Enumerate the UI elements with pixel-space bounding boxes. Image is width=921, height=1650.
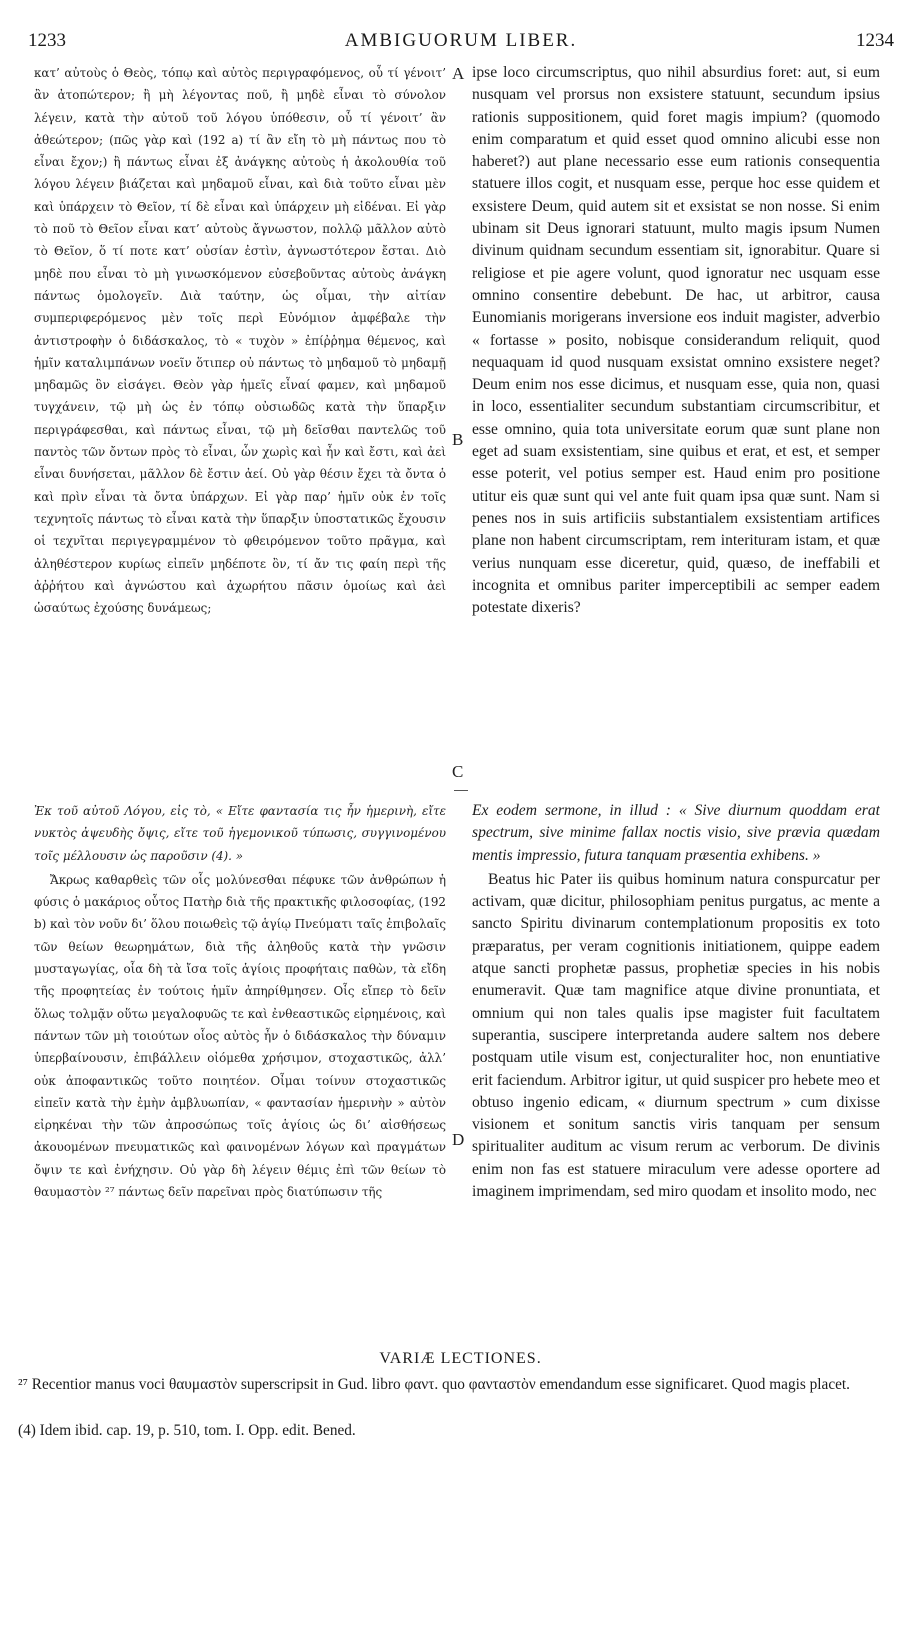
latin-section-heading: Ex eodem sermone, in illud : « Sive diurnum quoddam erat spectrum, sive minime fallax noctis visio, sive prævia quædam mentis impressio, futura tanquam præsentia exhibens. » (472, 802, 880, 864)
greek-paragraph: Ἄκρως καθαρθεὶς τῶν οἷς μολύνεσθαι πέφυκε τῶν ἀνθρώπων ἡ φύσις ὁ μακάριος οὗτος Πατὴρ διὰ τῆς πρακτικῆς φιλοσοφίας, (192 b) καὶ τὸν νοῦν δι’ ὅλου ποιωθεὶς τῷ ἁγίῳ Πνεύματι ταῖς ἐπιβολαῖς τῶν θείων θεωρημάτων, διὰ τῆς ἀληθοῦς κατὰ τὴν γνῶσιν μυσταγωγίας, οἷα δὴ τὰ ἴσα τοῖς ἁγίοις προφήταις παθὼν, τὰ εἴδη τῆς προφητείας ἐν τούτοις ἡμῖν ἀπηρίθμησεν. Οἷς εἴπερ τὸ δεῖν ὅλως τολμᾷν οὕτω μεγαλοφυῶς τε καὶ ἐνθεαστικῶς εἰρημένοις, καὶ πάντων τῶν μὴ τοιούτων οἷος αὐτὸς ἦν ὁ διδάσκαλος τὴν δύναμιν ὑπερβαίνουσιν, ἐπιβάλλειν οἰόμεθα χρήσιμον, στοχαστικῶς, ἀλλ’ οὐκ ἀποφαντικῶς τοῦτο ποιητέον. Οἶμαι τοίνυν στοχαστικῶς εἰπεῖν κατὰ τὴν ἐμὴν ἀμβλυωπίαν, « φαντασίαν ἡμερινὴν » αὐτὸν εἰρηκέναι τὴν τῶν ἀπροσώπως τοῖς ἁγίοις ὡς δι’ αἰσθήσεως ἀκουομένων πνευματικῶς καὶ φαινομένων λόγων καὶ πραγμάτων ὄψιν τε καὶ ἐνήχησιν. Οὐ γὰρ δὴ λέγειν θέμις ἐπὶ τῶν θείων τὸ θαυμαστὸν ²⁷ πάντως δεῖν παρεῖναι πρὸς διατύπωσιν τῆς (34, 872, 446, 1200)
greek-text-top (34, 62, 446, 784)
greek-text-bottom (34, 800, 446, 1650)
latin-paragraph: Beatus hic Pater iis quibus hominum natura conspurcatur per activam, quæ dicitur, philosophiam penitus purgatus, ac mente a sancto Spiritu divinarum contemplationum propositis ex toto præparatus, per veram cognitionis initiationem, quippe eadem atque sancti prophetæ passus, prophetiæ species in his nobis enumeravit. Quæ tam magnifice atque divine pronuntiata, et omnium qui non tales qualis ipse magister fuit facultatem superantia, suscipere interpretanda audere saltem nos debere postquam utile visum est, conjecturaliter hoc, non enuntiative erit faciendum. Arbitror igitur, ut quid suspicer pro hebete meo et obtuso ingenio edicam, « diurnum spectrum » cum dixisse visionem et sonitum sanctis viris tanquam per sensum spiritualiter auditum ac visum rerum ac verborum. De divinis enim non fas est statuere miraculum vere adesse oportere ad imaginem imprimendam, sed miro quodam et insolito modo, nec (472, 870, 880, 1201)
page-header (28, 30, 894, 54)
footnote: (4) Idem ibid. cap. 19, p. 510, tom. I. Opp. edit. Bened. (18, 1422, 356, 1439)
margin-letter-b: B (452, 430, 464, 449)
variant-reading-note: ²⁷ Recentior manus voci θαυμαστὸν superscripsit in Gud. libro φαντ. quo φανταστὸν emendandum esse significaret. Quod magis placet. (18, 1376, 850, 1393)
greek-section-heading: Ἐκ τοῦ αὐτοῦ Λόγου, εἰς τὸ, « Εἴτε φαντασία τις ἦν ἡμερινὴ, εἴτε νυκτὸς ἀψευδὴς ὄψις, εἴτε τοῦ ἡγεμονικοῦ τύπωσις, συγγινομένου τοῖς μέλλουσιν ὡς παροῦσιν (4). » (34, 804, 446, 863)
margin-letter-d: D (452, 1130, 465, 1149)
greek-paragraph: κατ’ αὐτοὺς ὁ Θεὸς, τόπῳ καὶ αὐτὸς περιγραφόμενος, οὗ τί γένοιτ’ ἂν ἀτοπώτερον; ἢ μὴ λέγοντας ποῦ, ἢ μηδὲ εἶναι τὸ σύνολον λέγειν, κατὰ τὴν αὐτοῦ τοῦ λόγου ὑπόθεσιν, οὗ τί γένοιτ’ ἂν ἀθεώτερον; (πῶς γὰρ καὶ (192 a) τί ἂν εἴη τὸ μὴ πάντως που τὸ εἶναι ἔχον;) ἢ πάντως εἶναι ἐξ ἀνάγκης αὐτοὺς ἡ ἀκολουθία τοῦ λόγου λέγειν βιάζεται καὶ μηδαμοῦ εἶναι, καὶ διὰ τοῦτο εἶναι μὲν καὶ ὑπάρχειν τὸ Θεῖον, τί δὲ εἶναι καὶ ὑπάρχειν μὴ εἰδέναι. Εἰ γὰρ τὸ ποῦ τὸ Θεῖον εἶναι κατ’ αὐτοὺς ἄγνωστον, πολλῷ μᾶλλον αὐτὸ τὸ Θεῖον, ὅ τί ποτε κατ’ οὐσίαν ἐστὶν, ἀγνωστότερον ἔσται. Διὸ μηδὲ που εἶναι τὸ μὴ γινωσκόμενον εὐσεβοῦντας αὐτοὺς ἀνάγκη πάντως ὁμολογεῖν. Διὰ ταύτην, ὡς οἶμαι, τὴν αἰτίαν συμπεριφερόμενος μὲν τοῖς περὶ Εὐνόμιον ἀμφέβαλε τὴν ἀντιστροφὴν ὁ διδάσκαλος, τὸ « τυχὸν » ἐπίῤῥημα θέμενος, καὶ ἡμῖν καταλιμπάνων νοεῖν ὅτιπερ οὐ πάντως τὸ μηδαμοῦ τὸ μηδαμῇ μηδαμῶς ὂν εἰσάγει. Θεὸν γὰρ ἡμεῖς εἶναί φαμεν, καὶ μηδαμοῦ τυγχάνειν, τῷ μὴ ὡς ἐν τόπῳ οὐσιωδῶς κατὰ τὴν ὕπαρξιν περιγράφεσθαι, καὶ πάντως εἶναι, τῷ μὴ δεῖσθαι παντελῶς τοῦ παντὸς τῶν ὄντων πρὸς τὸ εἶναι, ὧν χωρὶς καὶ ἦν καὶ ἔστι, καὶ ἀεὶ εἶναι δυνήσεται, μᾶλλον δὲ ἔστιν ἀεί. Οὐ γὰρ θέσιν ἔχει τὰ ὄντα ὁ καὶ πρὶν εἶναι τὰ ὄντα ὑπάρχων. Εἰ γὰρ παρ’ ἡμῖν οὐκ ἐν τοῖς τεχνητοῖς πάντως τὸ εἶναι κατὰ τὴν ὕπαρξιν ὑποστατικῶς ἔχουσιν οἱ τεχνῖται περιγεγραμμένον τὸ φθειρόμενον τοῦτο πρᾶγμα, καὶ ἀληθέστερον κυρίως εἰπεῖν μηδέποτε ὂν, τί ἄν τις φαίη περὶ τῆς ἀῤῥήτου καὶ ἀγνώστου καὶ ἀχωρήτου πᾶσιν ὁμοίως καὶ ἀεὶ ὡσαύτως ἐχούσης δυνάμεως; (34, 66, 446, 616)
margin-letter-c: C (452, 762, 464, 781)
latin-paragraph: ipse loco circumscriptus, quo nihil absurdius foret: aut, si eum nusquam vel prorsus non exsistere statuunt, secundum ipsius rationis suppositionem, quid foret magis impium? (quomodo enim comparatum et quid esset quod omnino alicubi esse non haberet?) aut plane necessario esse eum rationis consequentia statuere illos cogit, et nusquam esse, perque hoc esse quidem et exsistere Deum, quid autem sit et exsistat se non nosse. Si enim ubinam sit Deus ignorari statuunt, multo magis ipsum Numen divinum quidnam secundum essentiam sit, ignorabitur. Quare si religiose et pie agere volunt, quod ignoratur nec usquam esse omnino consentire debebunt. De hac, ut arbitror, causa Eunomianis morigerans inversione eos induit magister, adverbio « fortasse » posito, nobisque considerandum reliquit, quod nequaquam id quod nusquam exsistat omnino exsistere neget? Deum enim nos esse dicimus, et nusquam esse, quia non, quasi in loco, essentialiter secundum substantiam circumscribitur, et esse omnino, quia tota universitate eorum quæ sunt plane non eget ad suam exsistentiam, sine quibus et erat, et est, et semper esse poterit, vel potius semper est. Haud enim pro positione utitur eis quæ sunt qui vel ante fuit quam ipsa quæ sunt. Nam si penes nos in suis artificiis substantialem exsistentiam artifices plane non habent circumscriptam, rem interituram istam, et quæ verius nunquam esse diceretur, quid, quæso, de ineffabili et incognita et omnibus pariter imperceptibili ac semper eadem potestate dixeris? (472, 64, 880, 617)
margin-letter-a: A (452, 64, 465, 83)
section-divider (454, 790, 468, 791)
page-number-right: 1234 (856, 30, 894, 51)
latin-text-top (472, 62, 880, 784)
latin-text-bottom (472, 800, 880, 1650)
running-title: AMBIGUORUM LIBER. (344, 30, 578, 51)
page-number-left: 1233 (28, 30, 66, 51)
variae-lectiones-title: VARIÆ LECTIONES. (379, 1350, 542, 1367)
